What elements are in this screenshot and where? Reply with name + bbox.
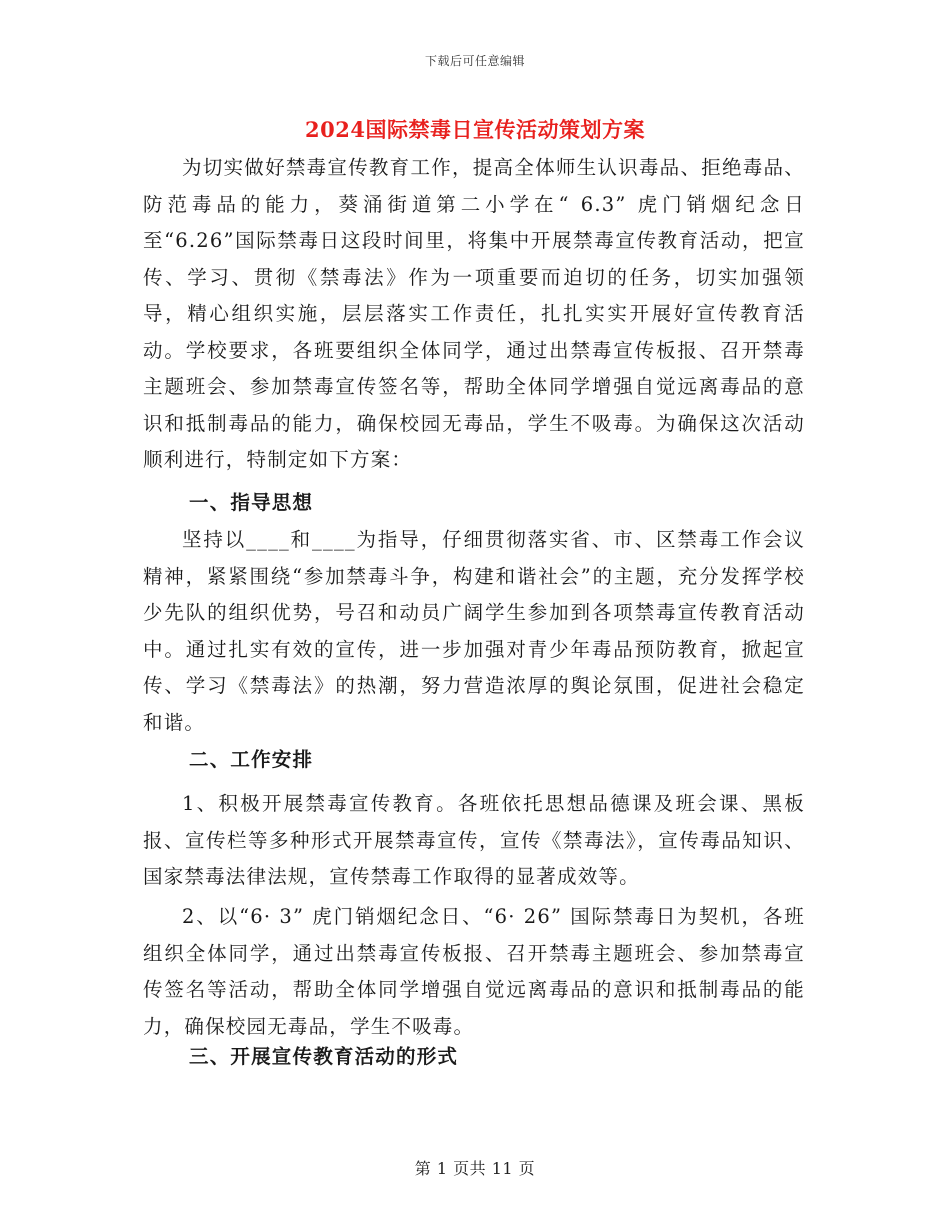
section-heading-activity-forms: 三、开展宣传教育活动的形式 [189,1045,459,1068]
intro-text: 为切实做好禁毒宣传教育工作，提高全体师生认识毒品、拒绝毒品、防范毒品的能力，葵涌街道第二小学在“ 6.3” 虎门销烟纪念日至“6.26”国际禁毒日这段时间里，将集中开展禁毒宣传教育活动，把宣传、学习、贯彻《禁毒法》作为一项重要而迫切的任务，切实加强领导，精心组织实施，层层落实工作责任，扎扎实实开展好宣传教育活动。学校要求，各班要组织全体同学，通过出禁毒宣传板报、召开禁毒主题班会、参加禁毒宣传签名等，帮助全体同学增强自觉远离毒品的意识和抵制毒品的能力，确保校园无毒品，学生不吸毒。为确保这次活动顺利进行，特制定如下方案： [143,156,806,471]
guiding-ideology-text: 坚持以____和____为指导，仔细贯彻落实省、市、区禁毒工作会议精神，紧紧围绕“参加禁毒斗争，构建和谐社会”的主题，充分发挥学校少先队的组织优势，号召和动员广阔学生参加到各项禁毒宣传教育活动中。通过扎实有效的宣传，进一步加强对青少年毒品预防教育，掀起宣传、学习《禁毒法》的热潮，努力营造浓厚的舆论氛围，促进社会稳定和谐。 [143,528,805,734]
guiding-ideology-paragraph [143,522,805,741]
document-title: 2024国际禁毒日宣传活动策划方案 [305,117,645,142]
work-item-1 [143,786,805,896]
page-footer: 第 1 页共 11 页 [414,1159,536,1178]
work-item-1-text: 1、积极开展禁毒宣传教育。各班依托思想品德课及班会课、黑板报、宣传栏等多种形式开展禁毒宣传，宣传《禁毒法》，宣传毒品知识、国家禁毒法律法规，宣传禁毒工作取得的显著成效等。 [143,792,805,888]
header-note: 下载后可任意编辑 [424,54,525,68]
section-heading-work-arrangement: 二、工作安排 [189,748,314,771]
work-item-2-text: 2、以“6· 3” 虎门销烟纪念日、“6· 26” 国际禁毒日为契机，各班组织全体同学，通过出禁毒宣传板报、召开禁毒主题班会、参加禁毒宣传签名等活动，帮助全体同学增强自觉远离毒品的意识和抵制毒品的能力，确保校园无毒品，学生不吸毒。 [143,905,805,1038]
section-heading-guiding-ideology: 一、指导思想 [189,491,314,514]
intro-paragraph [143,150,805,479]
work-item-2 [143,899,805,1045]
